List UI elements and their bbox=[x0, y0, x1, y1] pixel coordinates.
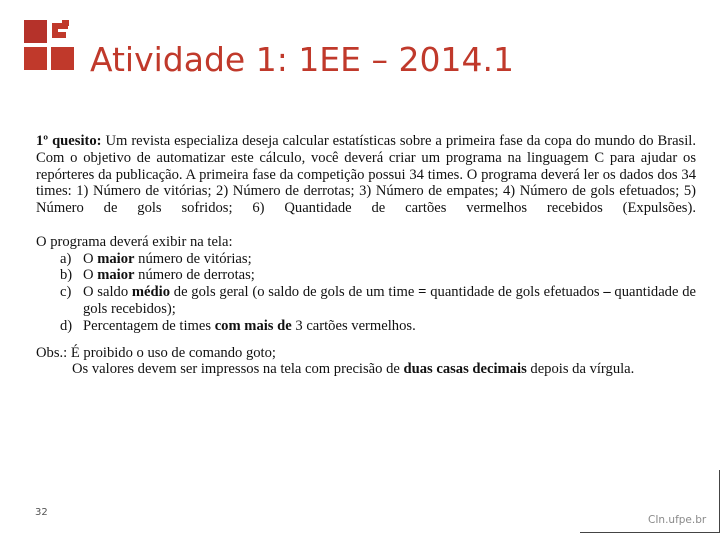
slide-title: Atividade 1: 1EE – 2014.1 bbox=[90, 40, 514, 79]
question-content bbox=[36, 133, 696, 378]
question-paragraph bbox=[36, 133, 696, 234]
requirements-list bbox=[36, 251, 696, 335]
list-item: a) O maior número de vitórias; bbox=[60, 250, 252, 267]
footer-brand: CIn.ufpe.br bbox=[648, 514, 707, 526]
list-item: c) O saldo médio de gols geral (o saldo de gols de um time = quantidade de gols efetuados – quantidade de gols recebidos); bbox=[60, 284, 696, 317]
page-number: 32 bbox=[35, 507, 48, 518]
observation-line-2: Os valores devem ser impressos na tela com precisão de duas casas decimais depois da vírgula. bbox=[72, 361, 635, 378]
question-text: Um revista especializa deseja calcular estatísticas sobre a primeira fase da copa do mundo do Brasil. Com o objetivo de automatizar este cálculo, você deverá criar um programa na linguagem C para ajudar os repórteres da publicação. A primeira fase da competição possui 34 times. O programa deverá ler os dados dos 34 times: 1) Número de vitórias; 2) Número de derrotas; 3) Número de empates; 4) Número de gols efetuados; 5) Número de gols sofridos; 6) Quantidade de cartões vermelhos recebidos (Expulsões). bbox=[36, 133, 696, 217]
list-marker: b) bbox=[60, 267, 73, 284]
observation-line-1: Obs.: É proibido o uso de comando goto; bbox=[36, 344, 276, 361]
list-marker: a) bbox=[60, 250, 72, 267]
question-label: 1º quesito: bbox=[36, 133, 102, 149]
list-marker: d) bbox=[60, 317, 73, 334]
list-item: b) O maior número de derrotas; bbox=[60, 267, 255, 284]
list-item: d) Percentagem de times com mais de 3 cartões vermelhos. bbox=[60, 317, 416, 334]
footer-divider bbox=[580, 532, 720, 533]
list-marker: c) bbox=[60, 284, 72, 301]
cin-logo-icon bbox=[24, 20, 76, 72]
output-intro: O programa deverá exibir na tela: bbox=[36, 233, 233, 250]
